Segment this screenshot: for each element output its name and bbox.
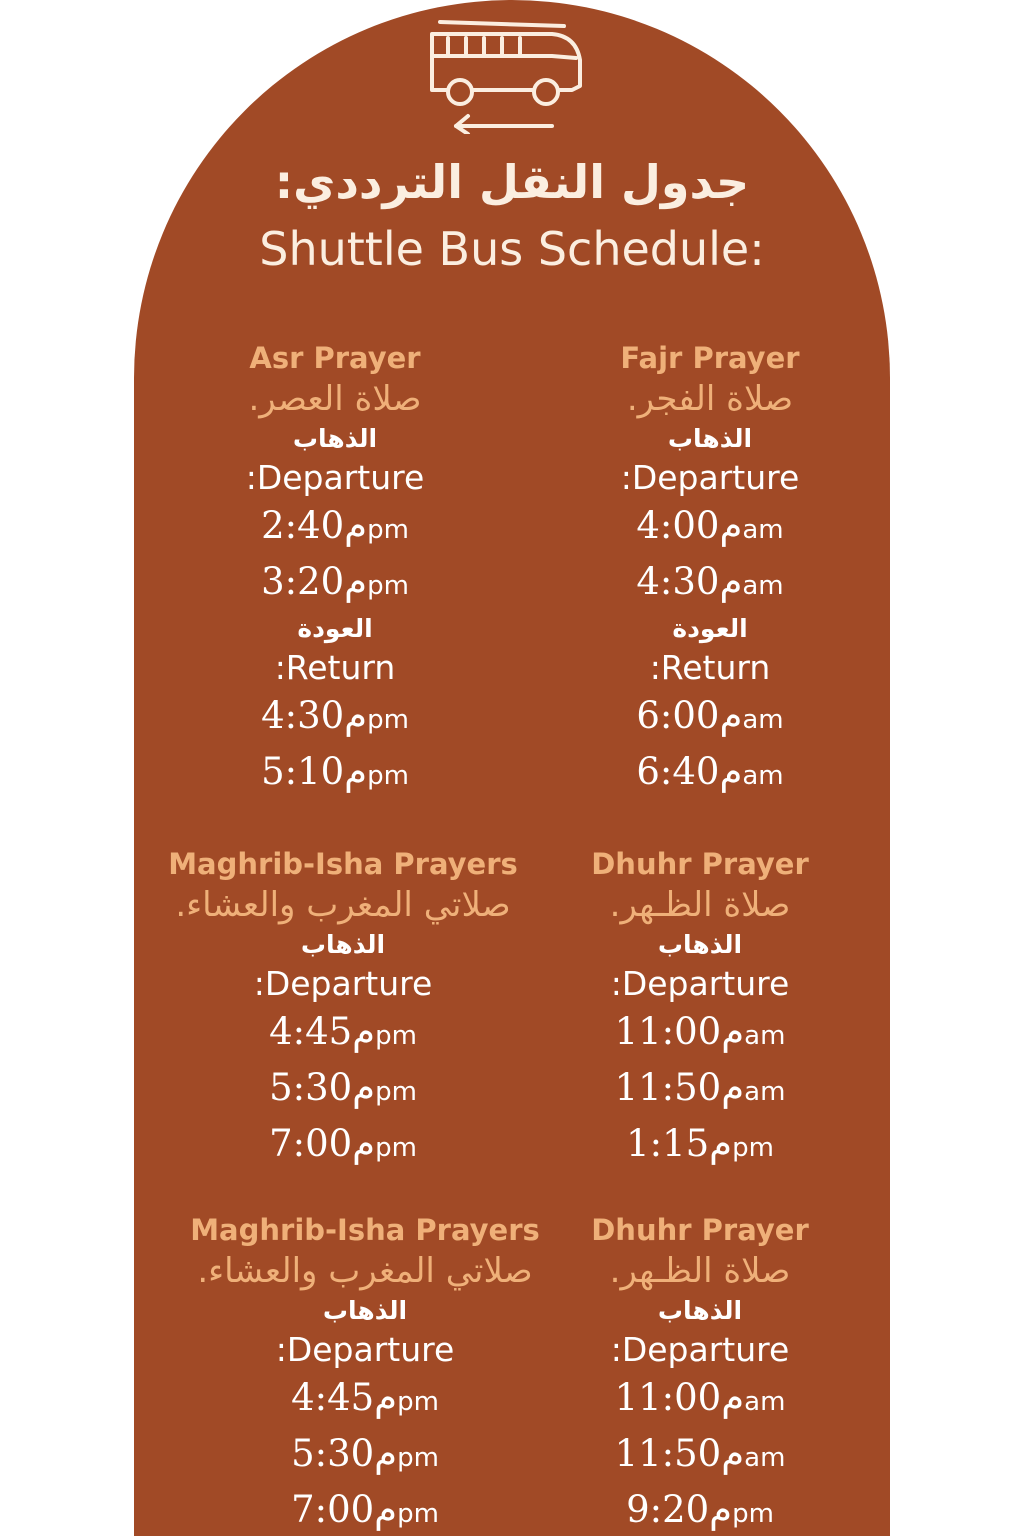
prayer-name-ar: صلاة الفجر. [626,379,794,419]
departure-time: م5:30 pm [269,1066,417,1109]
departure-time: م2:40 pm [261,504,409,547]
departure-time: م7:00 pm [291,1488,439,1531]
title-arabic: جدول النقل الترددي: [274,155,750,209]
prayer-name-ar: صلاتي المغرب والعشاء. [175,885,511,925]
bus-icon [426,8,586,134]
departure-time: م4:45 pm [269,1010,417,1053]
return-label-en: :Return [649,648,771,687]
departure-time: م11:00 am [614,1010,786,1053]
prayer-name-ar: صلاة الظـهر. [609,1251,791,1291]
departure-label-ar: الذهاب [657,930,743,959]
prayer-name-en: Asr Prayer [249,341,421,375]
departure-time: م1:15 pm [626,1122,774,1165]
prayer-name-ar: صلاة الظـهر. [609,885,791,925]
return-label-en: :Return [274,648,396,687]
departure-time: م3:20 pm [261,560,409,603]
departure-time: م4:45 pm [291,1376,439,1419]
departure-time: م7:00 pm [269,1122,417,1165]
maghrib-isha-block [148,846,538,1174]
maghrib-isha-block [170,1212,560,1536]
dhuhr-block [530,1212,870,1536]
prayer-name-en: Dhuhr Prayer [591,1213,809,1247]
return-time: م5:10 pm [261,750,409,793]
return-time: م6:00 am [636,694,784,737]
prayer-name-en: Dhuhr Prayer [591,847,809,881]
departure-label-en: :Departure [610,1330,790,1369]
departure-time: م4:30 am [636,560,784,603]
departure-label-ar: الذهاب [292,424,378,453]
departure-time: م11:50 am [614,1432,786,1475]
departure-time: م4:00 am [636,504,784,547]
departure-label-ar: الذهاب [322,1296,408,1325]
departure-time: م11:50 am [614,1066,786,1109]
departure-label-en: :Departure [253,964,433,1003]
return-label-ar: العودة [672,614,748,643]
return-label-ar: العودة [297,614,373,643]
departure-label-en: :Departure [275,1330,455,1369]
departure-time: م9:20 pm [626,1488,774,1531]
prayer-name-en: Maghrib-Isha Prayers [168,847,518,881]
departure-label-ar: الذهاب [657,1296,743,1325]
departure-label-en: :Departure [610,964,790,1003]
departure-label-ar: الذهاب [667,424,753,453]
title-english: Shuttle Bus Schedule: [259,222,765,276]
asr-block [170,340,500,802]
prayer-name-en: Maghrib-Isha Prayers [190,1213,540,1247]
schedule-poster [134,0,890,1536]
departure-label-ar: الذهاب [300,930,386,959]
prayer-name-ar: صلاتي المغرب والعشاء. [197,1251,533,1291]
departure-label-en: :Departure [620,458,800,497]
prayer-name-en: Fajr Prayer [620,341,800,375]
prayer-name-ar: صلاة العصر. [248,379,422,419]
dhuhr-block [530,846,870,1174]
departure-label-en: :Departure [245,458,425,497]
return-time: م6:40 am [636,750,784,793]
return-time: م4:30 pm [261,694,409,737]
departure-time: م11:00 am [614,1376,786,1419]
fajr-block [540,340,880,802]
departure-time: م5:30 pm [291,1432,439,1475]
